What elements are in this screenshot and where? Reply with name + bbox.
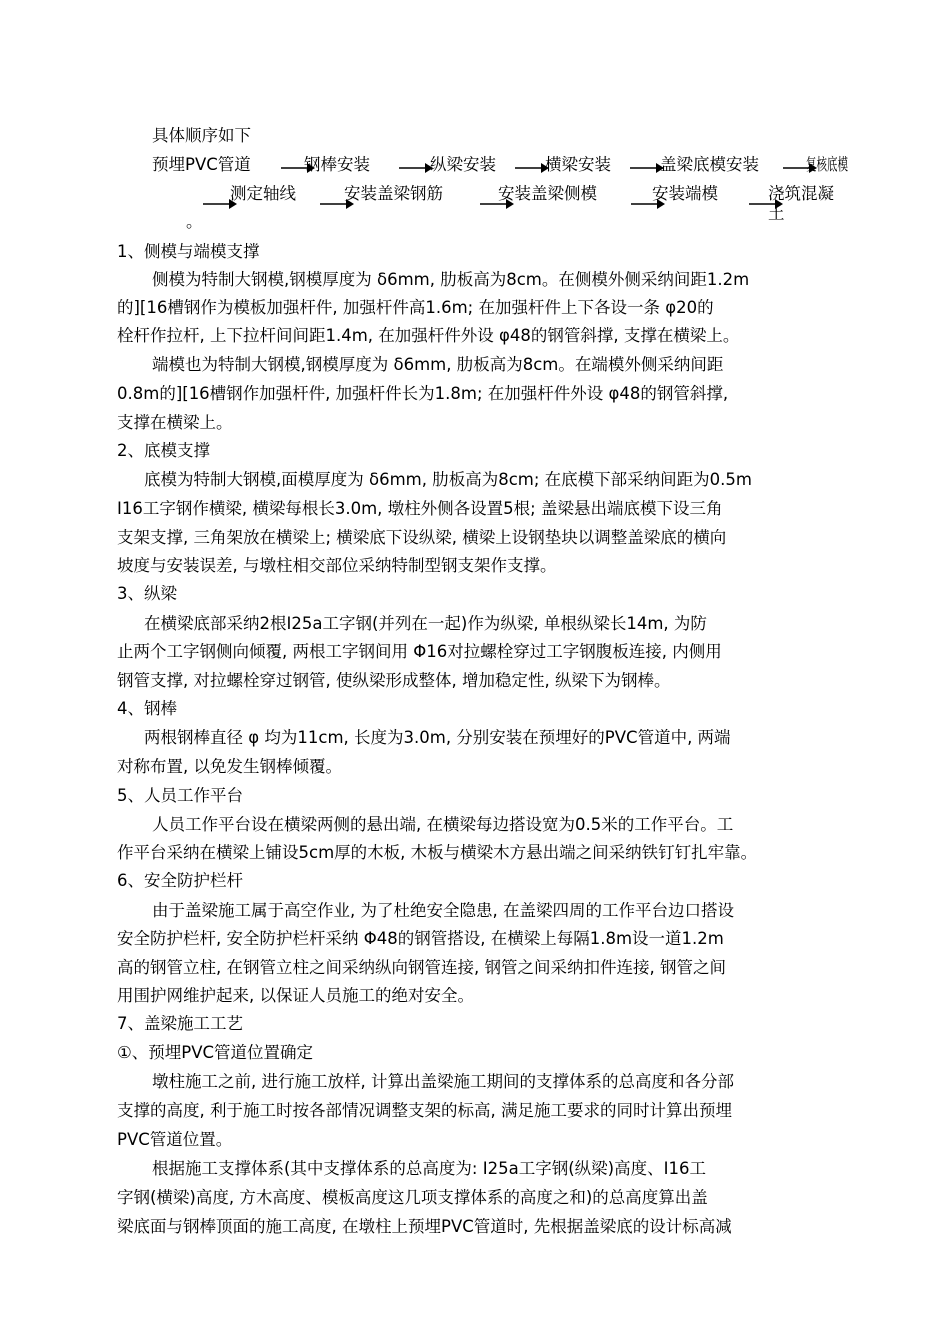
paragraph-line: 墩柱施工之前, 进行施工放样, 计算出盖梁施工期间的支撑体系的总高度和各分部 — [152, 1072, 734, 1091]
flow-arrow-icon — [399, 162, 433, 174]
section-heading: 2、底模支撑 — [117, 441, 210, 460]
paragraph-line: 0.8m的][16槽钢作加强杆件, 加强杆件长为1.8m; 在加强杆件外设 φ48的钢管斜撑, — [117, 384, 729, 403]
flow-end-mark: 。 — [186, 212, 203, 231]
paragraph-line: 在横梁底部采纳2根I25a工字钢(并列在一起)作为纵梁, 单根纵梁长14m, 为防 — [144, 614, 707, 633]
paragraph-line: 支撑在横梁上。 — [117, 413, 233, 432]
flow-step: 预埋PVC管道 — [152, 155, 251, 174]
paragraph-line: 由于盖梁施工属于高空作业, 为了杜绝安全隐患, 在盖梁四周的工作平台边口搭设 — [152, 901, 734, 920]
section-heading: 5、人员工作平台 — [117, 786, 243, 805]
paragraph-line: 止两个工字钢侧向倾覆, 两根工字钢间用 Φ16对拉螺栓穿过工字钢腹板连接, 内侧用 — [117, 642, 722, 661]
flow-step: 纵梁安装 — [430, 155, 496, 174]
paragraph-line: 底模为特制大钢模,面模厚度为 δ6mm, 肋板高为8cm; 在底模下部采纳间距为0.5m — [144, 470, 752, 489]
paragraph-line: 坡度与安装误差, 与墩柱相交部位采纳特制型钢支架作支撑。 — [117, 556, 557, 575]
paragraph-line: 字钢(横梁)高度, 方木高度、模板高度这几项支撑体系的高度之和)的总高度算出盖 — [117, 1188, 708, 1207]
paragraph-line: PVC管道位置。 — [117, 1130, 233, 1149]
paragraph-line: 安全防护栏杆, 安全防护栏杆采纳 Φ48的钢管搭设, 在横梁上每隔1.8m设一道1.2m — [117, 929, 724, 948]
paragraph-line: 两根钢棒直径 φ 均为11cm, 长度为3.0m, 分别安装在预埋好的PVC管道中, 两端 — [144, 728, 731, 747]
flow-step: 横梁安装 — [545, 155, 611, 174]
section-heading: 6、安全防护栏杆 — [117, 871, 243, 890]
paragraph-line: 栓杆作拉杆, 上下拉杆间间距1.4m, 在加强杆件外设 φ48的钢管斜撑, 支撑在横梁上。 — [117, 326, 740, 345]
flow-step: 盖梁底模安装 — [660, 155, 759, 174]
paragraph-line: 钢管支撑, 对拉螺栓穿过钢管, 使纵梁形成整体, 增加稳定性, 纵梁下为钢棒。 — [117, 671, 671, 690]
paragraph-line: 人员工作平台设在横梁两侧的悬出端, 在横梁每边搭设宽为0.5米的工作平台。工 — [152, 815, 734, 834]
flow-step: 安装盖梁钢筋 — [344, 184, 443, 203]
flow-arrow-icon — [515, 162, 549, 174]
section-heading: 7、盖梁施工工艺 — [117, 1014, 243, 1033]
flow-step: 浇筑混凝土 — [768, 184, 834, 223]
paragraph-line: 侧模为特制大钢模,钢模厚度为 δ6mm, 肋板高为8cm。在侧模外侧采纳间距1.2m — [152, 270, 750, 289]
flow-arrow-icon — [630, 162, 664, 174]
paragraph-line: 用围护网维护起来, 以保证人员施工的绝对安全。 — [117, 986, 474, 1005]
section-heading: 1、侧模与端模支撑 — [117, 242, 260, 261]
flow-step: 测定轴线 — [230, 184, 296, 203]
flow-step: 复核底模 — [806, 155, 848, 174]
paragraph-line: 梁底面与钢棒顶面的施工高度, 在墩柱上预埋PVC管道时, 先根据盖梁底的设计标高减 — [117, 1217, 732, 1236]
intro-text: 具体顺序如下 — [152, 126, 251, 145]
subsection-heading: ①、预埋PVC管道位置确定 — [117, 1043, 314, 1062]
paragraph-line: 作平台采纳在横梁上铺设5cm厚的木板, 木板与横梁木方悬出端之间采纳铁钉钉扎牢靠。 — [117, 843, 758, 862]
flow-step: 安装端模 — [652, 184, 718, 203]
paragraph-line: 端模也为特制大钢模,钢模厚度为 δ6mm, 肋板高为8cm。在端模外侧采纳间距 — [152, 355, 724, 374]
paragraph-line: 对称布置, 以免发生钢棒倾覆。 — [117, 757, 342, 776]
paragraph-line: 的][16槽钢作为模板加强杆件, 加强杆件高1.6m; 在加强杆件上下各设一条 φ20的 — [117, 298, 714, 317]
paragraph-line: 支架支撑, 三角架放在横梁上; 横梁底下设纵梁, 横梁上设钢垫块以调整盖梁底的横向 — [117, 528, 727, 547]
section-heading: 4、钢棒 — [117, 699, 177, 718]
paragraph-line: I16工字钢作横梁, 横梁每根长3.0m, 墩柱外侧各设置5根; 盖梁悬出端底模下设三角 — [117, 499, 723, 518]
paragraph-line: 支撑的高度, 利于施工时按各部情况调整支架的标高, 满足施工要求的同时计算出预埋 — [117, 1101, 732, 1120]
flow-step: 钢棒安装 — [304, 155, 370, 174]
section-heading: 3、纵梁 — [117, 584, 177, 603]
flow-step: 安装盖梁侧模 — [498, 184, 597, 203]
paragraph-line: 根据施工支撑体系(其中支撑体系的总高度为: I25a工字钢(纵梁)高度、I16工 — [152, 1159, 706, 1178]
paragraph-line: 高的钢管立柱, 在钢管立柱之间采纳纵向钢管连接, 钢管之间采纳扣件连接, 钢管之间 — [117, 958, 726, 977]
